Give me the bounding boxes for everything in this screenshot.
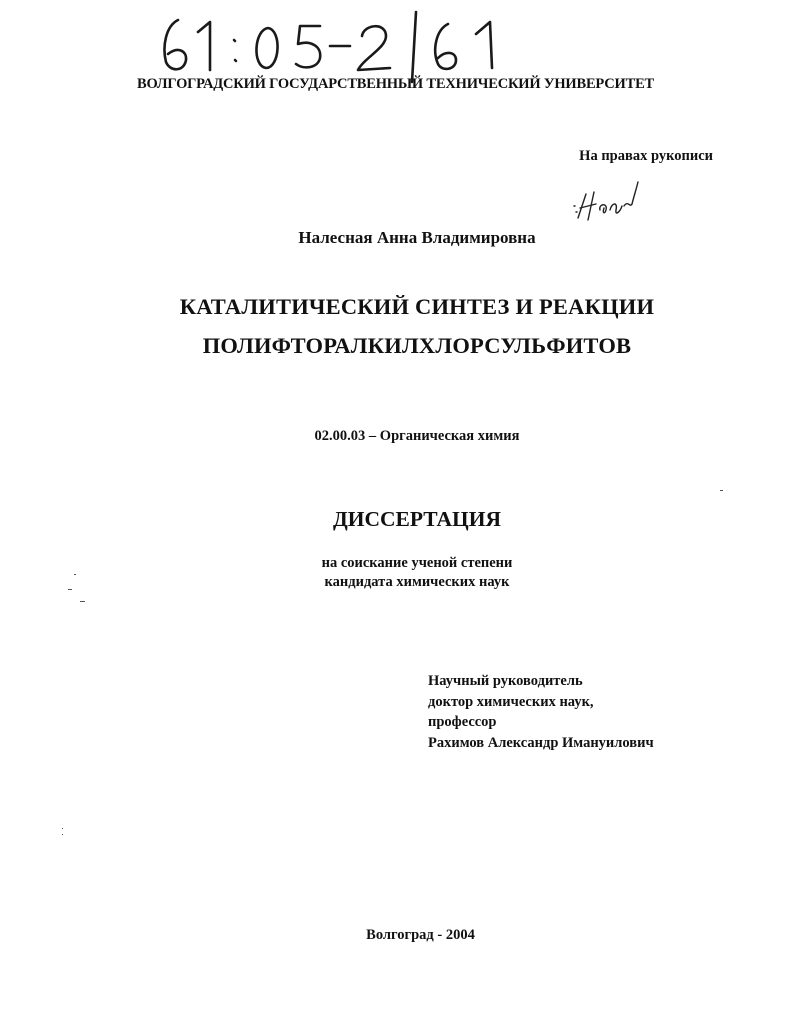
supervisor-role: Научный руководитель — [428, 673, 583, 689]
author-signature — [570, 176, 650, 226]
specialty-code: 02.00.03 – Органическая химия — [314, 428, 520, 444]
dissertation-title-line-2: ПОЛИФТОРАЛКИЛХЛОРСУЛЬФИТОВ — [202, 333, 632, 358]
scan-speck — [68, 589, 72, 590]
scan-speck — [720, 490, 723, 491]
dissertation-title-line-1: КАТАЛИТИЧЕСКИЙ СИНТЕЗ И РЕАКЦИИ — [179, 294, 655, 319]
city-year: Волгоград - 2004 — [366, 927, 475, 943]
supervisor-name: Рахимов Александр Имануилович — [428, 735, 654, 751]
supervisor-title: профессор — [428, 714, 497, 730]
scan-speck — [62, 834, 63, 835]
author-name: Налесная Анна Владимировна — [298, 228, 536, 247]
manuscript-note: На правах рукописи — [579, 148, 713, 164]
scan-speck — [62, 828, 63, 829]
supervisor-degree: доктор химических наук, — [428, 694, 594, 710]
document-type: ДИССЕРТАЦИЯ — [332, 507, 502, 531]
scan-speck — [80, 601, 85, 602]
handwritten-archive-code — [150, 6, 530, 86]
scan-speck — [74, 574, 76, 575]
degree-line-2: кандидата химических наук — [324, 574, 510, 590]
degree-line-1: на соискание ученой степени — [321, 555, 513, 571]
university-name: ВОЛГОГРАДСКИЙ ГОСУДАРСТВЕННЫЙ ТЕХНИЧЕСКИЙ УНИВЕРСИТЕТ — [136, 76, 655, 92]
